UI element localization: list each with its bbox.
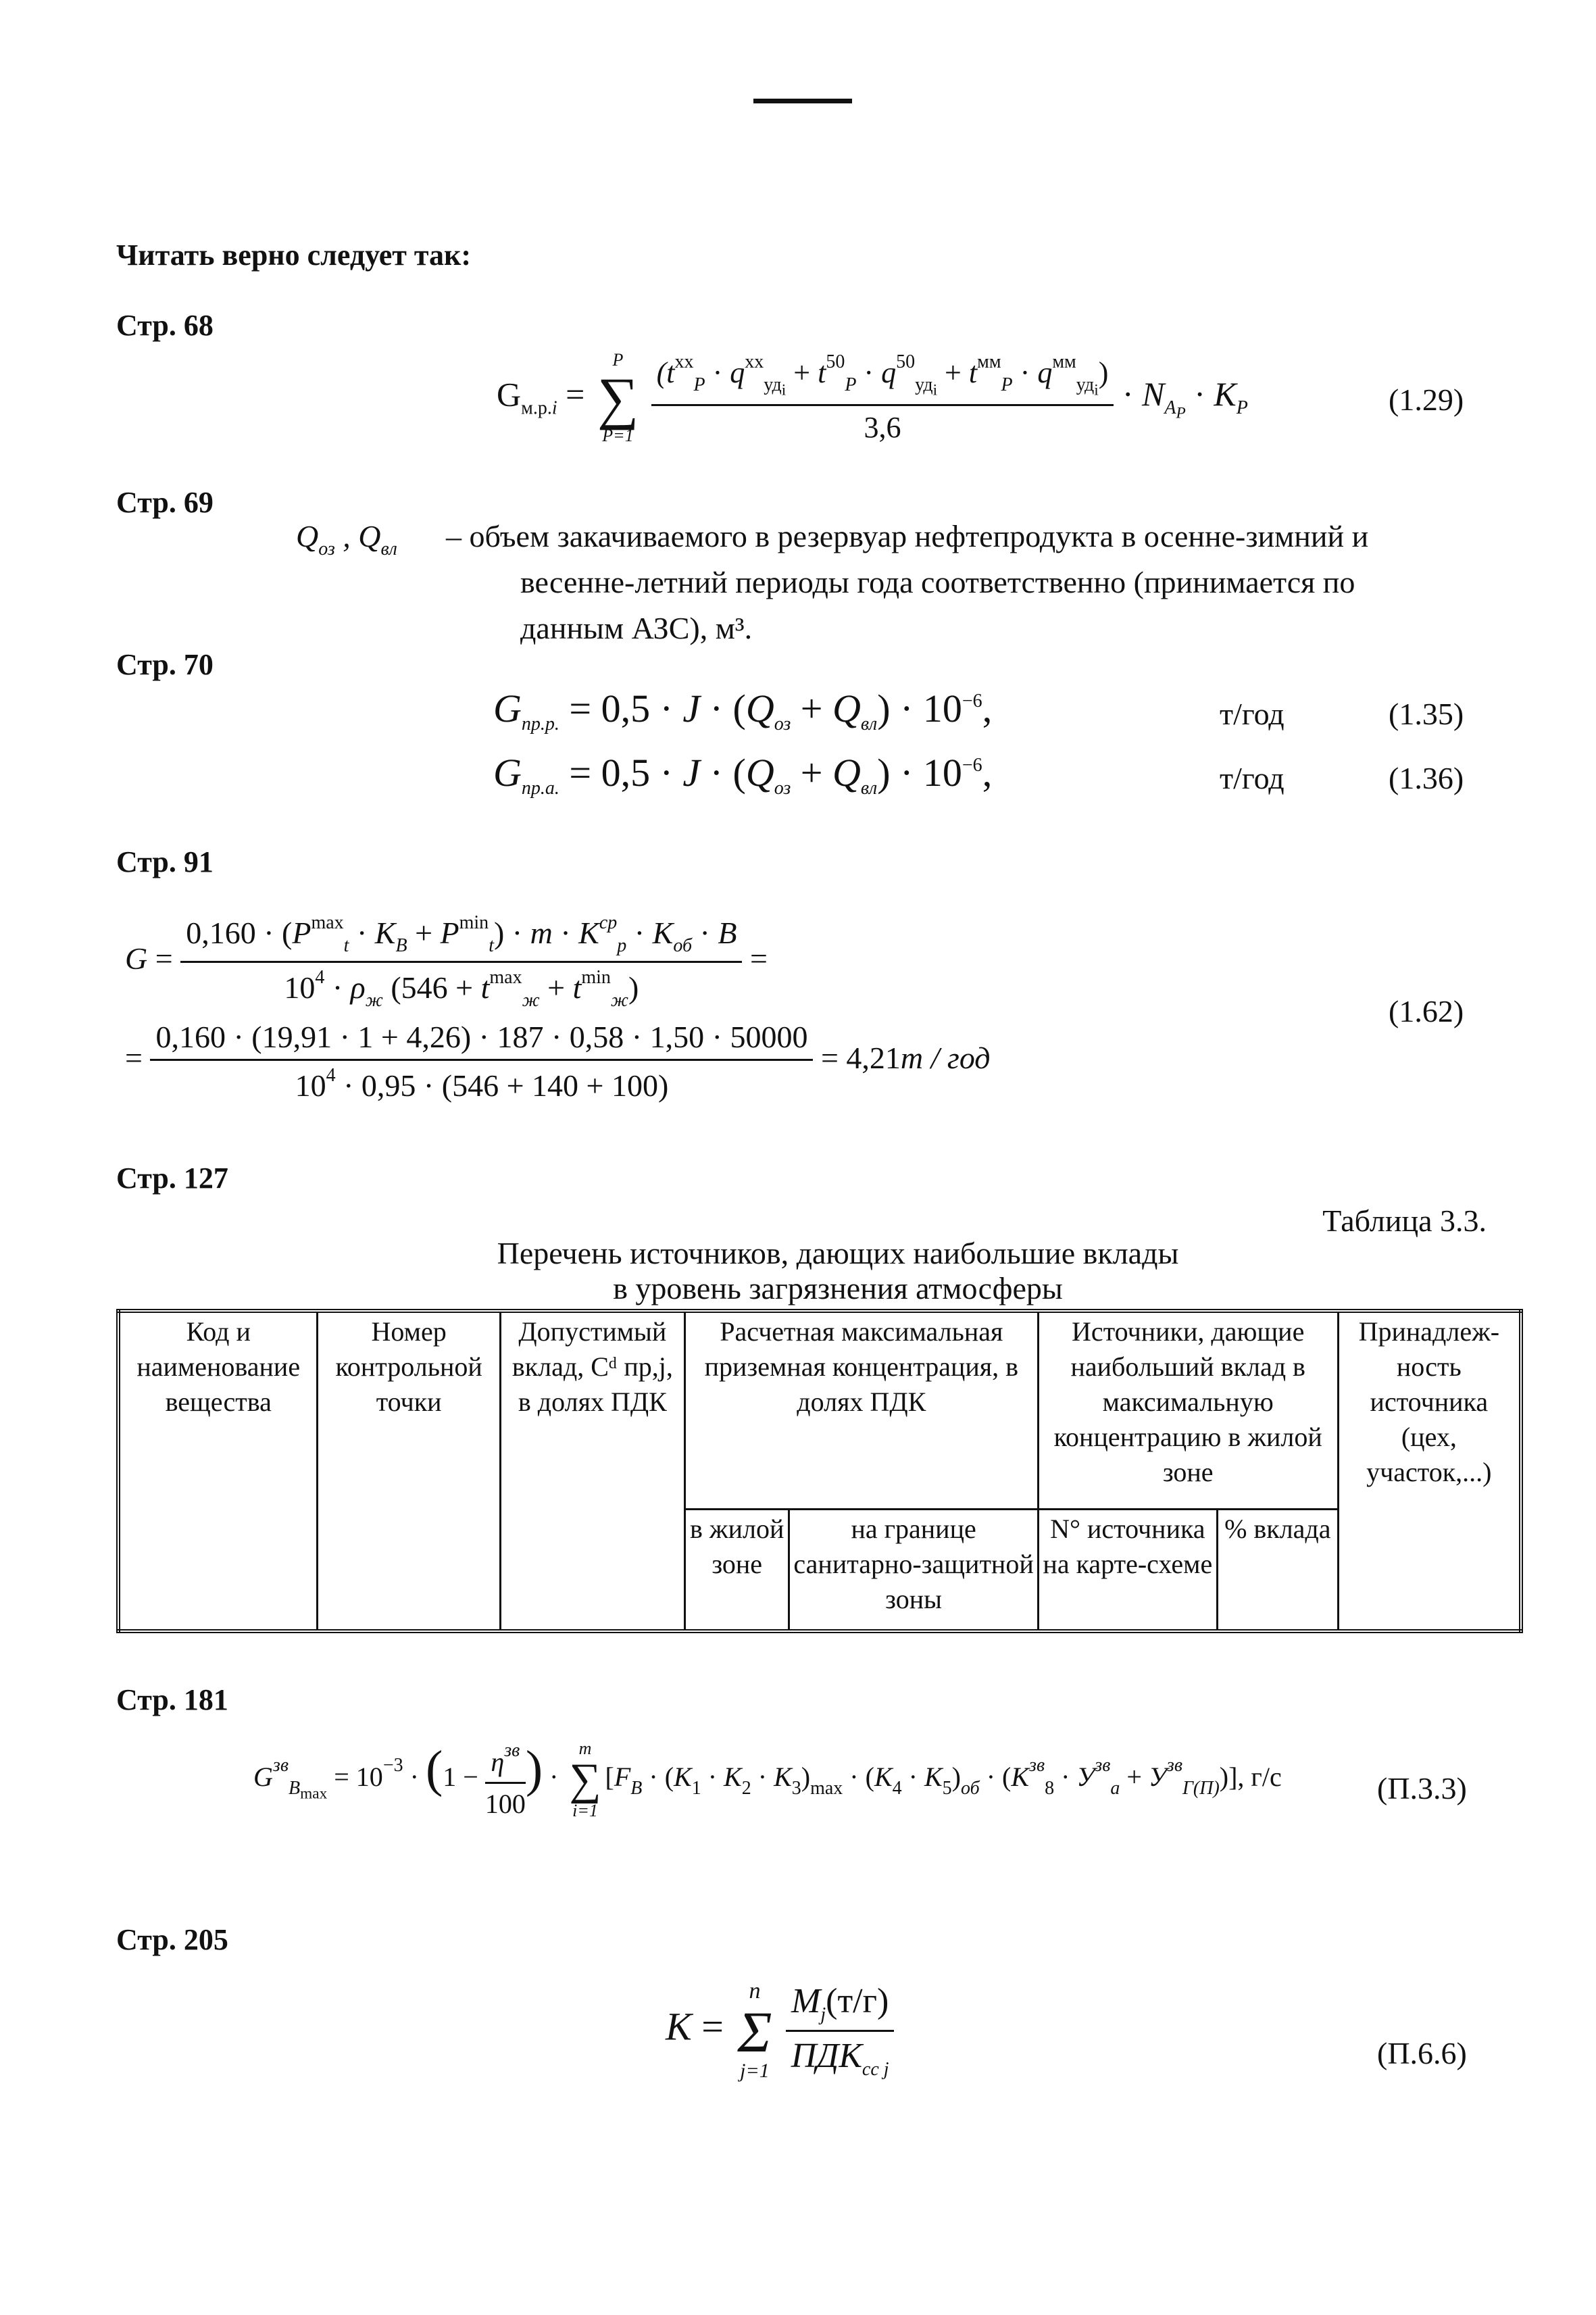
section-label-91: Стр. 91 <box>116 845 214 878</box>
eq-number-1-62: (1.62) <box>1389 994 1464 1028</box>
unit-1-36: т/год <box>1220 761 1285 795</box>
equation-1-35: $G_{пр.р.} = 0,5 \cdot J \cdot (Q_{оз} + Q_{вл}) \cdot 10^{-6}$, <box>493 687 993 735</box>
col-header-sanitary-border: на границе санитарно-защитной зоны <box>789 1510 1038 1631</box>
table-title-line1: Перечень источников, дающих наибольшие вклады <box>497 1236 1179 1270</box>
eq-number-1-29: (1.29) <box>1389 382 1464 417</box>
equation-p-3-3: $G^{зв}_{B_{max}} = 10^{-3} \cdot (1$ − $\frac{\eta^{зв}}{100}$ ) · m ∑ i=1 $[F_B \cdot (K_1 \cdot K_2 \cdot K_3)_{max} \cdot (K_4 \cdot K_5)_{об} \cdot (K^{зв}_8 \cdot У^{зв}_a + У^{зв}_{Г(П)})]$, г/с <box>253 1739 1282 1820</box>
p69-line1: – объем закачиваемого в резервуар нефтепродукта в осенне-зимний и <box>446 519 1369 553</box>
col-header-contribution-pct: % вклада <box>1217 1510 1338 1631</box>
eq-number-p-3-3: (П.3.3) <box>1377 1771 1467 1806</box>
p69-symbols: $Q_{оз}$ , $Q_{вл}$ <box>296 519 397 559</box>
col-header-sources: Источники, дающие наибольший вклад в максимальную концентрацию в жилой зоне <box>1038 1311 1338 1510</box>
section-label-205: Стр. 205 <box>116 1923 228 1956</box>
col-header-owner: Принадлеж-ность источника (цех, участок,...) <box>1338 1311 1521 1631</box>
equation-1-29: $G_{м.р.i}$ = P ∑ P=1 $\frac{(t^{xx}_P \cdot q^{xx}_{уд_i} + t^{50}_P \cdot q^{50}_{уд_i} + t^{мм}_P \cdot q^{мм}_{уд_i})}{3,6}$ · $N_{A_P} \cdot K_P$ <box>497 350 1248 445</box>
table-title-line2: в уровень загрязнения атмосферы <box>613 1271 1063 1305</box>
equation-1-62-line1: G = $\frac{0,160 \cdot (P^{max}_t \cdot K_B + P^{min}_t) \cdot m \cdot K^{ср}_p \cdot K_{об} \cdot B}{10^4 \cdot \rho_ж (546 + t^{max}_ж + t^{min}_ж)}$ = <box>125 912 768 1011</box>
eq-number-1-35: (1.35) <box>1389 697 1464 731</box>
p69-line2: весенне-летний периоды года соответственно (принимается по <box>520 565 1355 599</box>
col-header-calc: Расчетная максимальная приземная концентрация, в долях ПДК <box>684 1311 1038 1510</box>
section-label-127: Стр. 127 <box>116 1162 228 1195</box>
col-header-point: Номер контрольной точки <box>318 1311 500 1631</box>
section-label-181: Стр. 181 <box>116 1683 228 1716</box>
section-label-70: Стр. 70 <box>116 648 214 681</box>
col-header-code: Код и наименование вещества <box>118 1311 318 1631</box>
p69-line3: данным АЗС), м³. <box>520 611 753 645</box>
equation-1-36: $G_{пр.а.} = 0,5 \cdot J \cdot (Q_{оз} + Q_{вл}) \cdot 10^{-6}$, <box>493 751 993 799</box>
eq-number-p-6-6: (П.6.6) <box>1377 2036 1467 2070</box>
table-label: Таблица 3.3. <box>1322 1203 1487 1238</box>
unit-1-35: т/год <box>1220 697 1285 731</box>
top-rule <box>753 99 852 103</box>
heading: Читать верно следует так: <box>116 239 472 272</box>
sources-table <box>116 1309 1523 1633</box>
section-label-68: Стр. 68 <box>116 309 214 342</box>
col-header-allowed: Допустимый вклад, Cᵈ пр,j, в долях ПДК <box>500 1311 684 1631</box>
equation-p-6-6: K = n Σ j=1 $\frac{M_j(т/г)}{ПДК_{cc j}}$ <box>666 1980 894 2081</box>
section-label-69: Стр. 69 <box>116 486 214 519</box>
col-header-residential: в жилой зоне <box>684 1510 789 1631</box>
equation-1-62-line2: = $\frac{0,160 \cdot (19,91 \cdot 1 + 4,26) \cdot 187 \cdot 0,58 \cdot 1,50 \cdot 50000}{10^4 \cdot 0,95 \cdot (546 + 140 + 100)}$ = 4,21т / год <box>125 1020 991 1103</box>
eq-number-1-36: (1.36) <box>1389 761 1464 795</box>
col-header-source-number: N° источника на карте-схеме <box>1038 1510 1217 1631</box>
